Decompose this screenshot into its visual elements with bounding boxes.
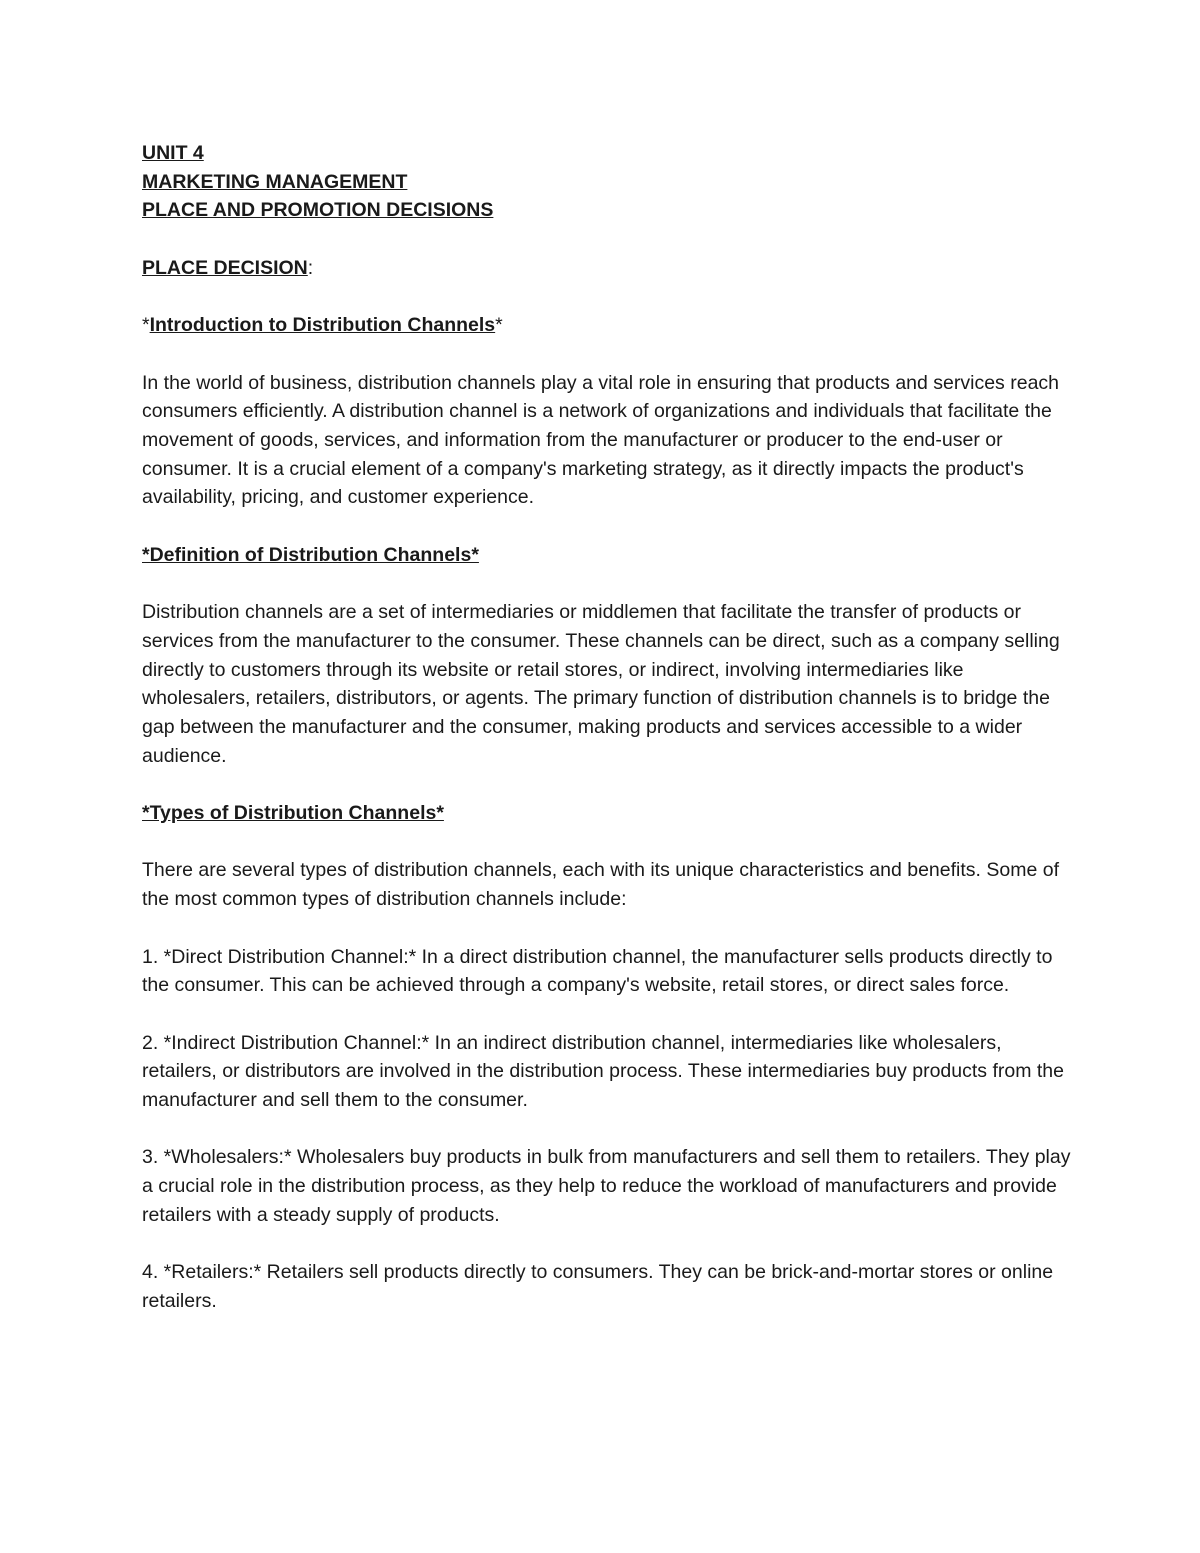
place-decision-heading [142,254,1072,283]
list-item-indirect-channel: 2. *Indirect Distribution Channel:* In an indirect distribution channel, intermediaries like wholesalers, retailers, or distributors are involved in the distribution process. These intermediaries buy products from the manufacturer and sell them to the consumer. [142,1031,1064,1112]
definition-heading [142,541,1072,570]
introduction-heading-text: Introduction to Distribution Channels [149,314,496,337]
document-content [142,139,1072,1316]
place-decision-suffix: : [307,256,314,279]
introduction-star-open: * [142,314,150,337]
definition-heading-text: *Definition of Distribution Channels* [142,543,479,566]
place-decision-label: PLACE DECISION [142,256,308,279]
types-intro-paragraph: There are several types of distribution channels, each with its unique characteristics and benefits. Some of the most common types of distribution channels include: [142,859,1059,911]
unit-title: UNIT 4 [142,142,204,164]
list-item-direct-channel: 1. *Direct Distribution Channel:* In a direct distribution channel, the manufacturer sells products directly to the consumer. This can be achieved through a company's website, retail stores, or direct sales force. [142,945,1053,997]
introduction-star-close: * [495,314,503,337]
title-block [142,139,1072,225]
definition-paragraph: Distribution channels are a set of intermediaries or middlemen that facilitate the transfer of products or services from the manufacturer to the consumer. These channels can be direct, such as a company selling directly to customers through its website or retail stores, or indirect, involving intermediaries like wholesalers, retailers, distributors, or agents. The primary function of distribution channels is to bridge the gap between the manufacturer and the consumer, making products and services accessible to a wider audience. [142,601,1060,767]
list-item-wholesalers: 3. *Wholesalers:* Wholesalers buy products in bulk from manufacturers and sell them to retailers. They play a crucial role in the distribution process, as they help to reduce the workload of manufacturers and provide retailers with a steady supply of products. [142,1146,1071,1226]
list-item-retailers: 4. *Retailers:* Retailers sell products directly to consumers. They can be brick-and-mortar stores or online retailers. [142,1261,1054,1312]
course-title: MARKETING MANAGEMENT [142,170,408,193]
introduction-paragraph: In the world of business, distribution channels play a vital role in ensuring that products and services reach consumers efficiently. A distribution channel is a network of organizations and individuals that facilitate the movement of goods, services, and information from the manufacturer or producer to the end-user or consumer. It is a crucial element of a company's marketing strategy, as it directly impacts the product's availability, pricing, and customer experience. [142,371,1060,509]
types-heading [142,799,1072,828]
introduction-heading [142,311,1072,340]
topic-title: PLACE AND PROMOTION DECISIONS [142,199,494,222]
types-heading-text: *Types of Distribution Channels* [142,802,444,825]
